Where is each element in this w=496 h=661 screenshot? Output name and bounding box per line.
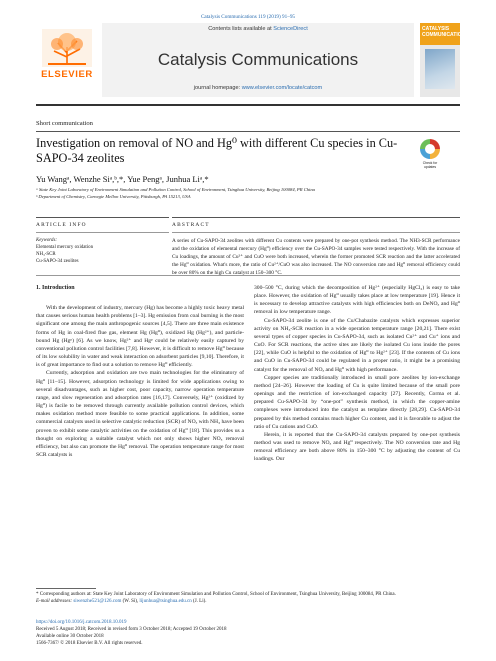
- keywords-block: [36, 237, 166, 265]
- crossmark-label: Check for updates: [422, 161, 438, 169]
- affiliation-2: ᵇ Department of Chemistry, Carnegie Mellon University, Pittsburgh, PA 15213, USA: [36, 194, 191, 199]
- homepage-link[interactable]: www.elsevier.com/locate/catcom: [241, 85, 323, 91]
- email-link-1[interactable]: siwenzhe521@126.com: [73, 599, 122, 604]
- journal-header: [36, 23, 469, 105]
- journal-title: Catalysis Communications: [157, 50, 359, 69]
- footnote-rule: [36, 588, 96, 589]
- homepage-prefix: journal homepage:: [193, 85, 242, 91]
- keyword-item: NH₃-SCR: [36, 252, 56, 257]
- email-suffix-2: (J. Li).: [191, 599, 207, 604]
- author-list[interactable]: Yu Wangᵃ, Wenzhe Siᵃ,ᵇ,*, Yue Pengᵃ, Junhua Liᵃ,*: [36, 174, 209, 184]
- body-column-right: [254, 284, 460, 463]
- body-paragraph: 300–500 °C, during which the decomposition of Hg²⁺ (especially HgCl₂) is easy to take place. However, the oxidation of Hg⁰ usually takes place at low temperature [19]. Hence it is necessary to develop attractive catalysts with high efficiencies both on DeNOₓ and Hg⁰ removal in low temperature range.: [254, 285, 460, 316]
- received-dates: Received 5 August 2018; Received in revised form 3 October 2018; Accepted 19 October 2018: [36, 627, 227, 632]
- contents-prefix: Contents lists available at: [208, 26, 274, 32]
- affiliation-1: ᵃ State Key Joint Laboratory of Environment Simulation and Pollution Control, School of Environment, Tsinghua University, Beijing 100084, PR China: [36, 187, 315, 192]
- cover-picture: [425, 49, 455, 89]
- article-title: Investigation on removal of NO and Hg⁰ with different Cu species in Cu-SAPO-34 zeolites: [36, 136, 398, 165]
- abstract-text: A series of Cu-SAPO-34 zeolites with different Cu contents were prepared by one-pot synthesis method. The NH3-SCR performance and the oxidation of elemental mercury (Hg⁰) efficiency over the Cu-SAPO-34 samples were tested respectively. With the increase of Cu loadings, the amount of Cu²⁺ and CuO were both increased, wherein the former promoted SCR reaction and the latter accelerated the Hg⁰ oxidation. What's more, the ratio of Cu²⁺/CuO was also increased. The NO conversion rate and Hg⁰ removal efficiency could be over 80% on the high Cu catalyst at 150–300 °C.: [172, 238, 460, 276]
- body-paragraph: Herein, it is reported that the Cu-SAPO-34 catalysts prepared by one-pot synthesis method was used to remove NOₓ and Hg⁰ respectively. The NO conversion rate and Hg removal efficiency are both above 80% in 150–300 °C by adjusting the content of Cu loadings. Our: [254, 431, 460, 463]
- publication-info: [36, 619, 336, 647]
- email-link-2[interactable]: lijunhua@tsinghua.edu.cn: [139, 599, 192, 604]
- body-paragraph: Currently, adsorption and oxidation are two main technologies for the eliminatory of Hg⁰ [11–15]. However, adsorption technology is limited for wide applications owing to several disadvantages, such as higher cost, poor capacity, narrow operation temperature range, and slow regeneration and adsorption rates [16,17]. Conversely, Hg²⁺ (oxidized by Hg⁰) is facile to be removed through currently available pollution control devices, which makes oxidation method more feasible to some practical applications. In addition, some commercial catalysts used in selective catalytic reduction (SCR) of NOₓ with NH₃ have been proven to exhibit some catalytic activities on the oxidation of Hg⁰ [18]. This provides us a thought on exploring a suitable catalyst which not only shows higher NOₓ removal efficiency, but also can promote the Hg⁰ removal. The operation temperature range for most SCR catalysts is: [36, 370, 244, 458]
- sciencedirect-link[interactable]: ScienceDirect: [273, 26, 308, 32]
- article-type: Short communication: [36, 120, 93, 127]
- crossmark-button[interactable]: [418, 139, 442, 169]
- article-info-heading: ARTICLE INFO: [36, 222, 87, 228]
- front-matter-divider: [36, 275, 460, 276]
- homepage-line: [102, 85, 414, 91]
- journal-citation[interactable]: Catalysis Communications 119 (2019) 91–95: [200, 14, 296, 20]
- body-column-left: [36, 284, 244, 459]
- journal-cover-image[interactable]: [420, 23, 469, 97]
- journal-banner: [102, 23, 414, 97]
- section-heading: 1. Introduction: [36, 285, 75, 291]
- keywords-label: Keywords:: [36, 238, 58, 243]
- abstract-heading: ABSTRACT: [172, 222, 210, 228]
- header-divider: [36, 104, 460, 106]
- body-paragraph: With the development of industry, mercury (Hg) has become a highly toxic heavy metal that causes serious human health problems [1–3]. Hg emission from coal burning is the most significant one among the main anthropogenic sources [4,5]. There are three main existence forms of Hg in coal-fired flue gas, element Hg (Hg⁰), oxidized Hg (Hg²⁺), and particle-bound Hg (Hgᵖ) [6]. As we know, Hg²⁺ and Hgᵖ could be relatively easily captured by conventional pollution control facilities [7,8]. However, it is difficult to remove Hg⁰ because of its low solubility in water and weak interaction on adsorbent particles [9,10]. Therefore, it is of great importance to find out a solution to remove Hg⁰ efficiently.: [36, 305, 244, 369]
- email-suffix-1: (W. Si),: [121, 599, 140, 604]
- info-top-rule: [36, 217, 169, 218]
- online-date: Available online 30 October 2018: [36, 634, 104, 639]
- contents-line: [102, 26, 414, 32]
- abstract-top-rule: [172, 217, 460, 218]
- email-line: [36, 598, 460, 605]
- publisher-name: ELSEVIER: [41, 69, 93, 80]
- crossmark-icon-center: [425, 144, 435, 154]
- type-divider: [36, 131, 460, 132]
- elsevier-logo[interactable]: [36, 25, 98, 83]
- body-paragraph: Cu-SAPO-34 zeolite is one of the Cu/Chabazite catalysts which expresses superior activity on NH₃-SCR reaction in a wide operation temperature range [20,21]. There exist several types of copper species in Cu-SAPO-34, such as isolated Cu²⁺ and Cu⁺ ions and CuO. For SCR reactions, the active sites are likely the isolated Cu ions inside the pores [22], while CuO is helpful to the oxidation of Hg⁰ to Hg²⁺ [23]. If the contents of Cu ions and CuO in Cu-SAPO-34 could be regulated in a proper ratio, it might be a promising catalyst for the removal of NOₓ and Hg⁰ with high performance.: [254, 317, 460, 373]
- body-paragraph: Copper species are traditionally introduced in small pore zeolites by ion-exchange method [24–26]. However the loading of Cu is quite limited because of the small pore openings and the restriction of ion-exchanged capacity [27]. Recently, Corma et al. prepared Cu-SAPO-34 by “one-pot” synthesis method, in which the copper-amine complexes were introduced into the catalyst as template directly [28,29]. Cu-SAPO-34 prepared by this method contains much higher Cu content, and it is favorable to adjust the ratio of Cu cations and CuO.: [254, 374, 460, 430]
- elsevier-tree-icon: [42, 29, 92, 67]
- corresponding-note: * Corresponding authors at: State Key Joint Laboratory of Environment Simulation and Pollution Control, School of Environment, Tsinghua University, Beijing 100084, PR China.: [36, 592, 396, 597]
- email-prefix: E-mail addresses:: [36, 599, 74, 604]
- footnote: [36, 591, 460, 605]
- keyword-item: Cu-SAPO-34 zeolites: [36, 259, 79, 264]
- doi-link[interactable]: https://doi.org/10.1016/j.catcom.2018.10.019: [36, 620, 127, 625]
- cover-title: CATALYSIS COMMUNICATIONS: [422, 26, 469, 38]
- copyright: 1566-7367/ © 2018 Elsevier B.V. All rights reserved.: [36, 641, 143, 646]
- keyword-item: Elemental mercury oxidation: [36, 245, 94, 250]
